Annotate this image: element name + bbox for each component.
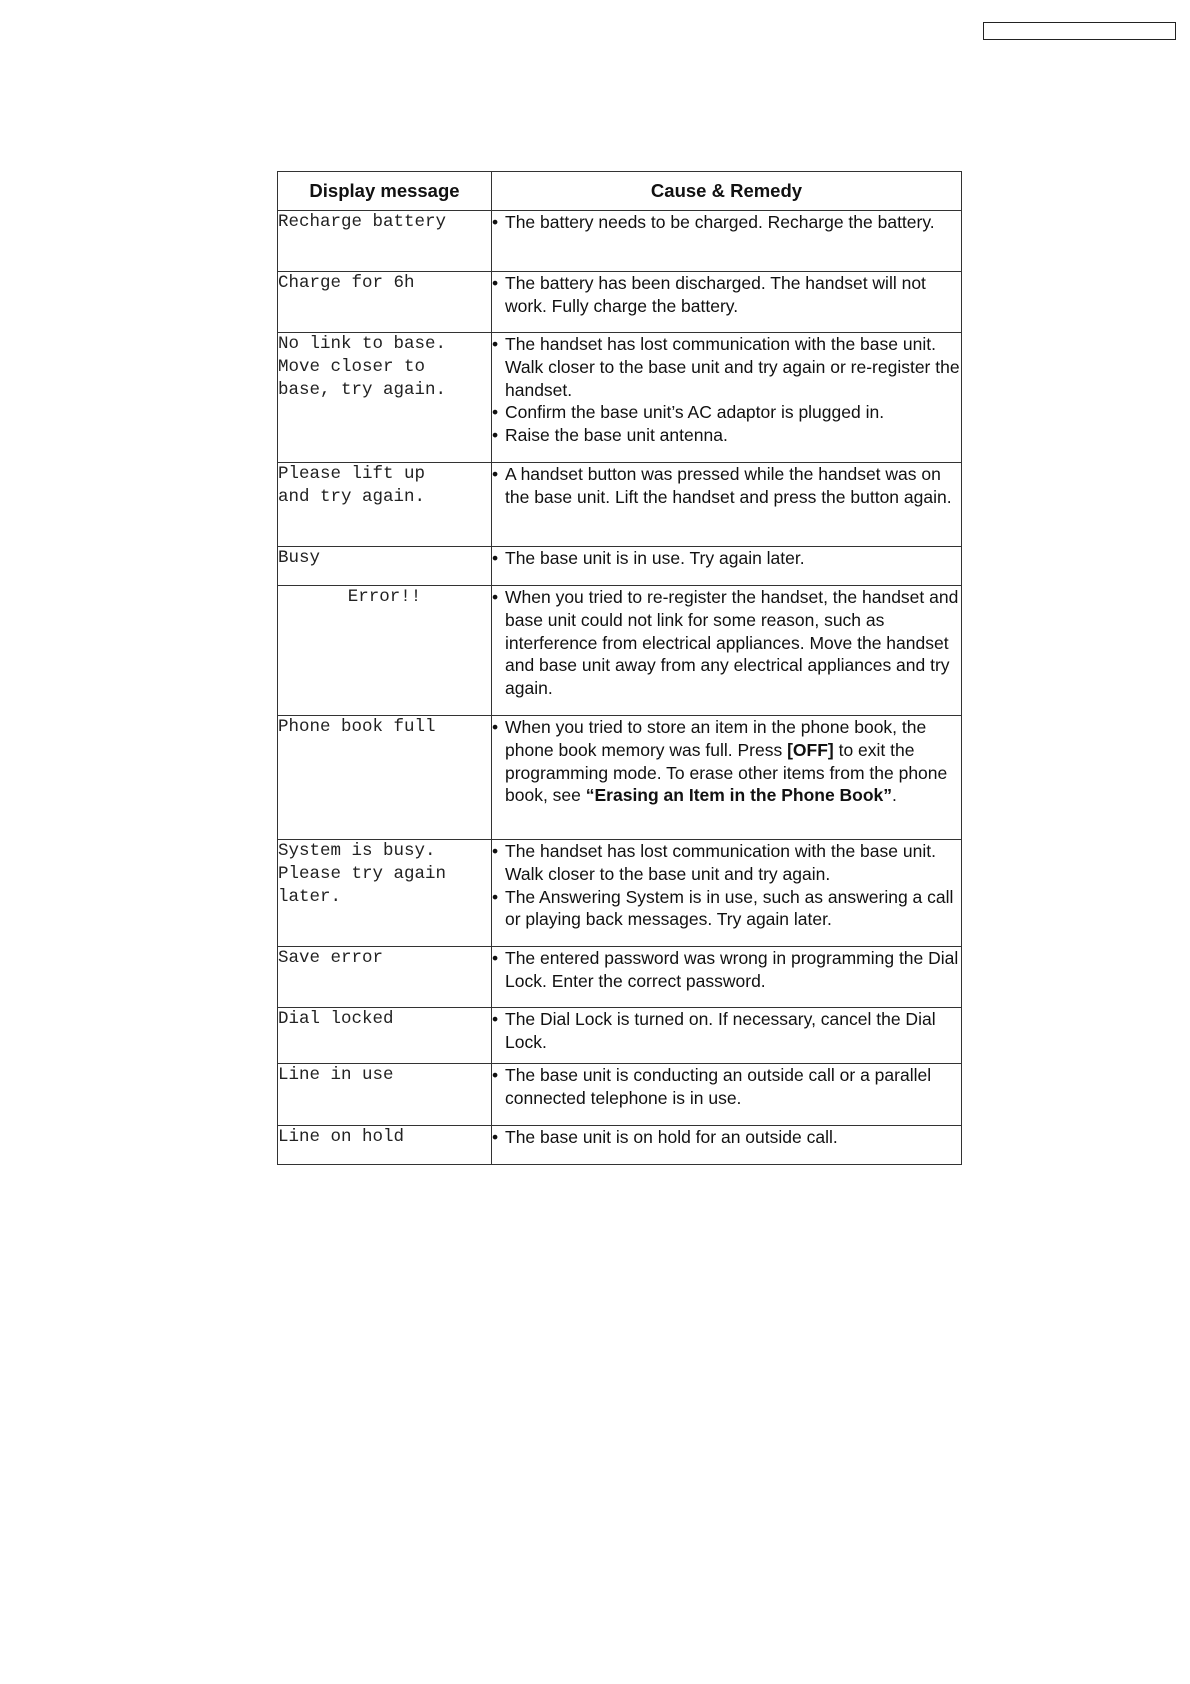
table-row xyxy=(278,547,962,586)
table-header-row xyxy=(278,172,962,211)
display-message: Phone book full xyxy=(278,716,492,840)
display-message: System is busy. Please try again later. xyxy=(278,840,492,947)
cause-text: to exit the programming mode. To erase other items from the phone book, see xyxy=(505,739,948,806)
cause-item: • The entered password was wrong in programming the Dial Lock. Enter the correct password. xyxy=(492,947,961,993)
table-row xyxy=(278,463,962,547)
cause-remedy xyxy=(492,947,962,1008)
cause-remedy xyxy=(492,586,962,716)
cause-item: • The base unit is conducting an outside call or a parallel connected telephone is in use. xyxy=(492,1064,961,1110)
cause-item: • The base unit is on hold for an outside call. xyxy=(492,1126,961,1149)
display-message: Error!! xyxy=(278,586,492,716)
table-row xyxy=(278,333,962,463)
cause-item: • The battery has been discharged. The handset will not work. Fully charge the battery. xyxy=(492,272,961,318)
cause-remedy xyxy=(492,211,962,272)
cause-item: • The base unit is in use. Try again later. xyxy=(492,547,961,570)
display-message: Please lift up and try again. xyxy=(278,463,492,547)
header-label-box xyxy=(983,22,1176,40)
cause-remedy xyxy=(492,272,962,333)
cause-item: • The battery needs to be charged. Recharge the battery. xyxy=(492,211,961,234)
display-message: Charge for 6h xyxy=(278,272,492,333)
table-row xyxy=(278,716,962,840)
display-message-table xyxy=(277,171,962,1165)
table-row xyxy=(278,1064,962,1126)
cause-remedy xyxy=(492,333,962,463)
cause-item: • The handset has lost communication with the base unit. Walk closer to the base unit and try again or re-register the handset. xyxy=(492,333,961,401)
cause-remedy xyxy=(492,1064,962,1126)
header-cause-remedy: Cause & Remedy xyxy=(492,172,962,211)
cause-remedy xyxy=(492,463,962,547)
table-row xyxy=(278,1008,962,1064)
table-row xyxy=(278,840,962,947)
off-key-label: [OFF] xyxy=(787,739,834,760)
cause-remedy xyxy=(492,1008,962,1064)
cause-item: • When you tried to re-register the handset, the handset and base unit could not link for some reason, such as interference from electrical appliances. Move the handset and base unit away from any electrical appliances and try again. xyxy=(492,586,961,700)
cause-item: • A handset button was pressed while the handset was on the base unit. Lift the handset and press the button again. xyxy=(492,463,961,509)
display-message: Line in use xyxy=(278,1064,492,1126)
cause-remedy xyxy=(492,840,962,947)
cause-item: • The Answering System is in use, such as answering a call or playing back messages. Try again later. xyxy=(492,886,961,932)
cause-remedy xyxy=(492,716,962,840)
display-message: Recharge battery xyxy=(278,211,492,272)
cause-remedy xyxy=(492,547,962,586)
cause-text: . xyxy=(892,785,897,806)
cause-item: • The Dial Lock is turned on. If necessary, cancel the Dial Lock. xyxy=(492,1008,961,1054)
cause-text: When you tried to store an item in the phone book, the phone book memory was full. Press xyxy=(505,717,927,760)
cause-item: • Confirm the base unit’s AC adaptor is plugged in. xyxy=(492,401,961,424)
display-message: Dial locked xyxy=(278,1008,492,1064)
table-row xyxy=(278,272,962,333)
display-message: Save error xyxy=(278,947,492,1008)
header-display-message: Display message xyxy=(278,172,492,211)
cause-item: • The handset has lost communication with the base unit. Walk closer to the base unit and try again. xyxy=(492,840,961,886)
display-message: Busy xyxy=(278,547,492,586)
display-message: No link to base. Move closer to base, try again. xyxy=(278,333,492,463)
table-row xyxy=(278,1126,962,1165)
cause-item: • Raise the base unit antenna. xyxy=(492,424,961,447)
cause-item xyxy=(492,716,961,807)
display-message: Line on hold xyxy=(278,1126,492,1165)
section-reference: “Erasing an Item in the Phone Book” xyxy=(585,785,893,806)
cause-remedy xyxy=(492,1126,962,1165)
table-row xyxy=(278,586,962,716)
table-row xyxy=(278,947,962,1008)
table-row xyxy=(278,211,962,272)
